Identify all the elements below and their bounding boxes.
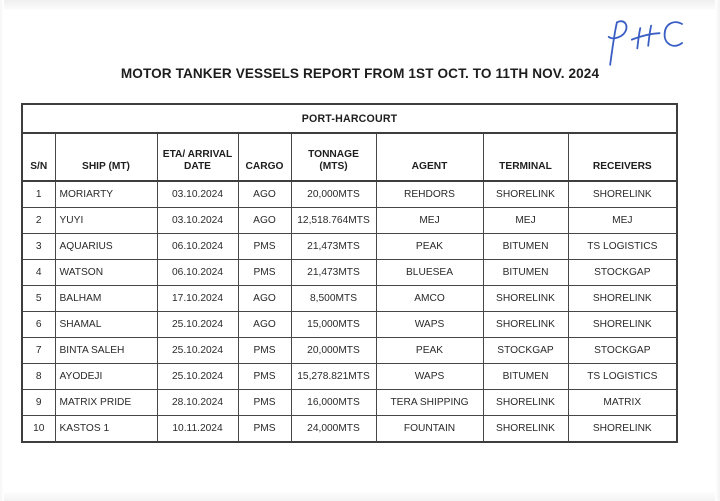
- phc-handwritten-annotation: [595, 11, 694, 74]
- cell-tonnage: 21,473MTS: [291, 260, 376, 286]
- cell-terminal: BITUMEN: [483, 364, 568, 390]
- cell-sn: 10: [22, 416, 55, 443]
- cell-cargo: AGO: [238, 208, 291, 234]
- col-header-agent: AGENT: [376, 133, 483, 181]
- cell-agent: WAPS: [376, 364, 483, 390]
- cell-ship: BINTA SALEH: [55, 338, 157, 364]
- cell-ship: MATRIX PRIDE: [55, 390, 157, 416]
- col-header-terminal: TERMINAL: [483, 133, 568, 181]
- cell-receivers: TS LOGISTICS: [568, 234, 677, 260]
- cell-agent: BLUESEA: [376, 260, 483, 286]
- cell-sn: 9: [22, 390, 55, 416]
- scan-edge-bottom: [0, 492, 720, 501]
- cell-receivers: SHORELINK: [568, 416, 677, 443]
- cell-receivers: STOCKGAP: [568, 260, 677, 286]
- cell-ship: BALHAM: [55, 286, 157, 312]
- cell-receivers: SHORELINK: [568, 181, 677, 208]
- cell-cargo: AGO: [238, 286, 291, 312]
- vessel-table-body: [22, 181, 677, 442]
- cell-cargo: PMS: [238, 390, 291, 416]
- table-row: [22, 234, 677, 260]
- cell-cargo: PMS: [238, 416, 291, 443]
- cell-terminal: MEJ: [483, 208, 568, 234]
- cell-cargo: PMS: [238, 364, 291, 390]
- col-header-ship: SHIP (MT): [55, 133, 157, 181]
- col-header-cargo: CARGO: [238, 133, 291, 181]
- cell-tonnage: 8,500MTS: [291, 286, 376, 312]
- cell-cargo: AGO: [238, 312, 291, 338]
- table-row: [22, 312, 677, 338]
- cell-cargo: PMS: [238, 260, 291, 286]
- cell-ship: AYODEJI: [55, 364, 157, 390]
- cell-agent: PEAK: [376, 234, 483, 260]
- col-header-receivers: RECEIVERS: [568, 133, 677, 181]
- cell-receivers: SHORELINK: [568, 286, 677, 312]
- cell-cargo: PMS: [238, 234, 291, 260]
- cell-cargo: PMS: [238, 338, 291, 364]
- table-row: [22, 181, 677, 208]
- cell-receivers: MATRIX: [568, 390, 677, 416]
- cell-terminal: SHORELINK: [483, 390, 568, 416]
- vessel-report-table: [21, 103, 678, 443]
- table-row: [22, 260, 677, 286]
- cell-receivers: STOCKGAP: [568, 338, 677, 364]
- cell-terminal: SHORELINK: [483, 181, 568, 208]
- cell-sn: 5: [22, 286, 55, 312]
- cell-terminal: STOCKGAP: [483, 338, 568, 364]
- cell-eta: 25.10.2024: [157, 312, 238, 338]
- phc-ink-icon: [595, 11, 694, 74]
- cell-sn: 2: [22, 208, 55, 234]
- cell-ship: MORIARTY: [55, 181, 157, 208]
- cell-eta: 28.10.2024: [157, 390, 238, 416]
- cell-cargo: AGO: [238, 181, 291, 208]
- cell-agent: PEAK: [376, 338, 483, 364]
- cell-sn: 8: [22, 364, 55, 390]
- cell-ship: SHAMAL: [55, 312, 157, 338]
- cell-sn: 3: [22, 234, 55, 260]
- cell-eta: 03.10.2024: [157, 181, 238, 208]
- cell-eta: 06.10.2024: [157, 234, 238, 260]
- cell-eta: 25.10.2024: [157, 338, 238, 364]
- cell-tonnage: 16,000MTS: [291, 390, 376, 416]
- cell-receivers: MEJ: [568, 208, 677, 234]
- cell-agent: WAPS: [376, 312, 483, 338]
- table-row: [22, 338, 677, 364]
- table-row: [22, 390, 677, 416]
- cell-terminal: SHORELINK: [483, 416, 568, 443]
- table-row: [22, 416, 677, 443]
- cell-sn: 6: [22, 312, 55, 338]
- cell-agent: AMCO: [376, 286, 483, 312]
- cell-agent: MEJ: [376, 208, 483, 234]
- cell-tonnage: 15,278.821MTS: [291, 364, 376, 390]
- col-header-eta: ETA/ ARRIVAL DATE: [157, 133, 238, 181]
- cell-tonnage: 24,000MTS: [291, 416, 376, 443]
- cell-receivers: TS LOGISTICS: [568, 364, 677, 390]
- cell-eta: 17.10.2024: [157, 286, 238, 312]
- table-row: [22, 208, 677, 234]
- region-header-row: [22, 104, 677, 133]
- region-header: PORT-HARCOURT: [22, 104, 677, 133]
- cell-tonnage: 21,473MTS: [291, 234, 376, 260]
- cell-ship: WATSON: [55, 260, 157, 286]
- cell-eta: 03.10.2024: [157, 208, 238, 234]
- cell-sn: 1: [22, 181, 55, 208]
- cell-terminal: BITUMEN: [483, 260, 568, 286]
- cell-terminal: SHORELINK: [483, 286, 568, 312]
- cell-tonnage: 12,518.764MTS: [291, 208, 376, 234]
- cell-sn: 7: [22, 338, 55, 364]
- cell-terminal: BITUMEN: [483, 234, 568, 260]
- cell-receivers: SHORELINK: [568, 312, 677, 338]
- cell-agent: TERA SHIPPING: [376, 390, 483, 416]
- cell-ship: AQUARIUS: [55, 234, 157, 260]
- col-header-sn: S/N: [22, 133, 55, 181]
- page-title: MOTOR TANKER VESSELS REPORT FROM 1ST OCT. TO 11TH NOV. 2024: [120, 66, 600, 81]
- cell-agent: FOUNTAIN: [376, 416, 483, 443]
- cell-tonnage: 20,000MTS: [291, 338, 376, 364]
- cell-sn: 4: [22, 260, 55, 286]
- column-header-row: [22, 133, 677, 181]
- cell-terminal: SHORELINK: [483, 312, 568, 338]
- table-row: [22, 286, 677, 312]
- cell-ship: KASTOS 1: [55, 416, 157, 443]
- cell-ship: YUYI: [55, 208, 157, 234]
- cell-eta: 10.11.2024: [157, 416, 238, 443]
- cell-eta: 06.10.2024: [157, 260, 238, 286]
- scan-edge-top: [0, 0, 720, 9]
- table-row: [22, 364, 677, 390]
- col-header-tonnage: TONNAGE (MTS): [291, 133, 376, 181]
- cell-tonnage: 20,000MTS: [291, 181, 376, 208]
- cell-agent: REHDORS: [376, 181, 483, 208]
- cell-eta: 25.10.2024: [157, 364, 238, 390]
- cell-tonnage: 15,000MTS: [291, 312, 376, 338]
